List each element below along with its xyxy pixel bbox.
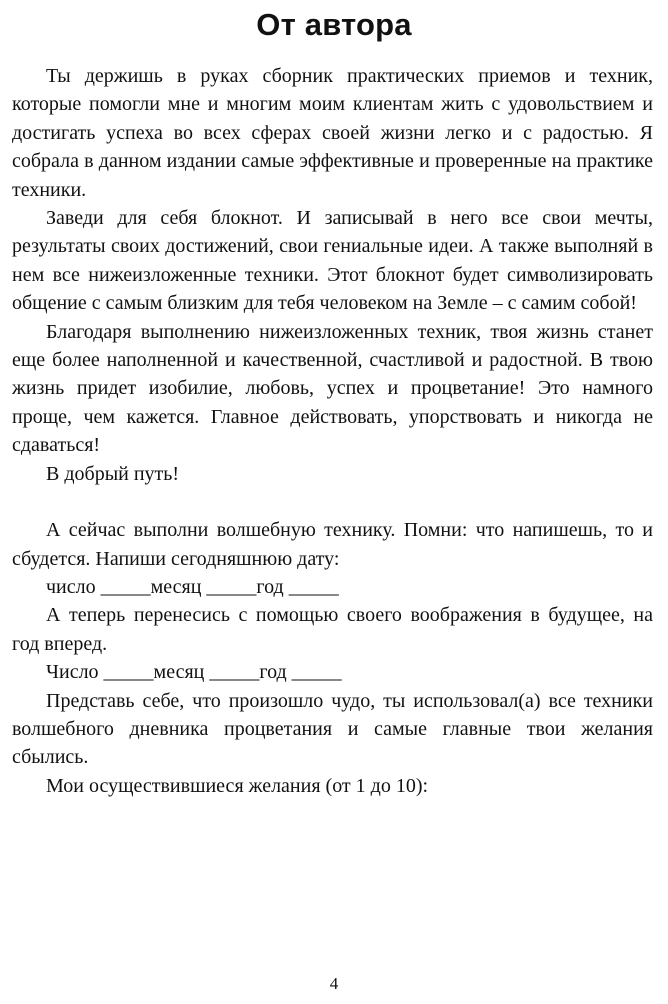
page-number: 4 [329, 974, 339, 993]
paragraph-notebook: Заведи для себя блокнот. И записывай в него все свои мечты, результаты своих достижений, свои гениальные идеи. А также выполняй в нем все нижеизложенные техники. Этот блокнот будет символизировать общение с самым близким для тебя человеком на Земле – с самим собой! [12, 207, 653, 315]
exercise-intro: А сейчас выполни волшебную технику. Помни: что напишешь, то и сбудется. Напиши сегодняшнюю дату: [12, 519, 653, 570]
wishes-prompt: Мои осуществившиеся желания (от 1 до 10): [46, 774, 429, 797]
date-line-future: Число _____месяц _____год _____ [46, 661, 342, 684]
paragraph-benefits: Благодаря выполнению нижеизложенных техник, твоя жизнь станет еще более наполненной и качественной, счастливой и радостной. В твою жизнь придет изобилие, любовь, успех и процветание! Это намного проще, чем кажется. Главное действовать, упорствовать и никогда не сдаваться! [12, 320, 653, 457]
paragraph-farewell: В добрый путь! [46, 462, 180, 485]
page-title: От автора [256, 7, 412, 42]
miracle-prompt: Представь себе, что произошло чудо, ты использовал(а) все техники волшебного дневника процветания и самые главные твои желания сбылись. [12, 689, 653, 769]
future-prompt: А теперь перенесись с помощью своего воображения в будущее, на год вперед. [12, 604, 653, 655]
paragraph-intro: Ты держишь в руках сборник практических приемов и техник, которые помогли мне и многим моим клиентам жить с удовольствием и достигать успеха во всех сферах своей жизни легко и с радостью. Я собрала в данном издании самые эффективные и проверенные на практике техники. [12, 65, 653, 201]
main-text [12, 62, 653, 800]
date-line-today: число _____месяц _____год _____ [46, 575, 339, 598]
